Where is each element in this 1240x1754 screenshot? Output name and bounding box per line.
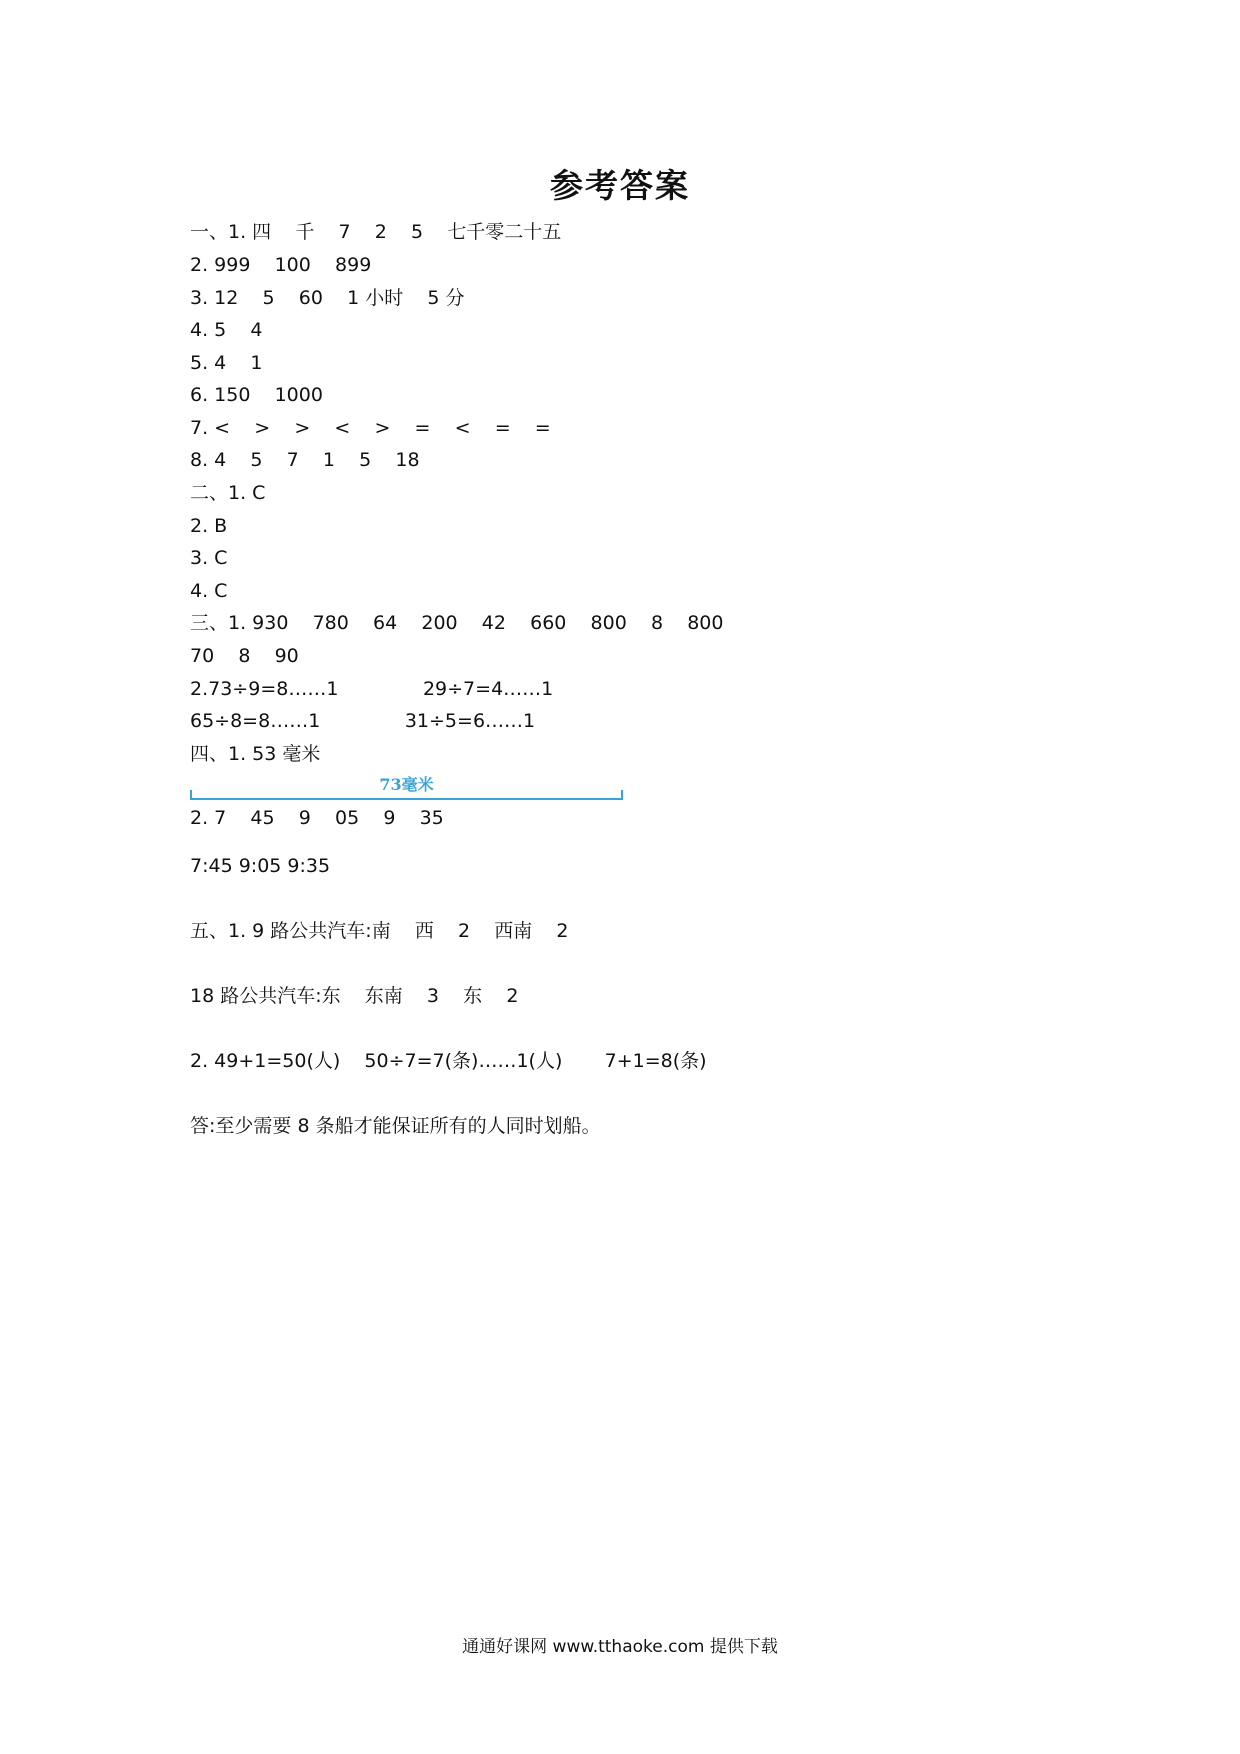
- footer-source: 通通好课网 www.tthaoke.com 提供下载: [462, 1637, 778, 1657]
- answer-line: 18 路公共汽车:东 东南 3 东 2: [190, 985, 519, 1007]
- answer-line: 2. 999 100 899: [190, 254, 372, 276]
- answer-line: 3. 12 5 60 1 小时 5 分: [190, 287, 465, 309]
- measure-line-73mm: [190, 772, 623, 802]
- answer-line: 70 8 90: [190, 645, 299, 667]
- measure-tick-right: [621, 790, 623, 800]
- answer-line: 四、1. 53 毫米: [190, 743, 321, 765]
- answer-line: 2. 7 45 9 05 9 35: [190, 807, 444, 829]
- answer-line: 五、1. 9 路公共汽车:南 西 2 西南 2: [190, 920, 569, 942]
- answer-line: 3. C: [190, 547, 228, 569]
- measure-label: 73毫米: [379, 775, 434, 794]
- answer-line: 2.73÷9=8……1 29÷7=4……1: [190, 678, 554, 700]
- answer-line: 5. 4 1: [190, 352, 263, 374]
- answer-line: 答:至少需要 8 条船才能保证所有的人同时划船。: [190, 1115, 601, 1137]
- answer-line: 2. 49+1=50(人) 50÷7=7(条)……1(人) 7+1=8(条): [190, 1050, 707, 1072]
- page-title: 参考答案: [550, 166, 690, 205]
- measure-tick-left: [190, 790, 192, 800]
- answer-line: 4. 5 4: [190, 319, 263, 341]
- answer-line: 二、1. C: [190, 482, 266, 504]
- answer-line: 7:45 9:05 9:35: [190, 855, 331, 877]
- measure-bar: [190, 798, 623, 800]
- answer-line: 6. 150 1000: [190, 384, 323, 406]
- answer-line: 一、1. 四 千 7 2 5 七千零二十五: [190, 221, 562, 243]
- answer-line: 8. 4 5 7 1 5 18: [190, 449, 420, 471]
- answer-line: 4. C: [190, 580, 228, 602]
- answer-line: 2. B: [190, 515, 228, 537]
- answer-line: 65÷8=8……1 31÷5=6……1: [190, 710, 536, 732]
- answer-line: 7. < > > < > = < = =: [190, 417, 551, 439]
- answer-line: 三、1. 930 780 64 200 42 660 800 8 800: [190, 612, 724, 634]
